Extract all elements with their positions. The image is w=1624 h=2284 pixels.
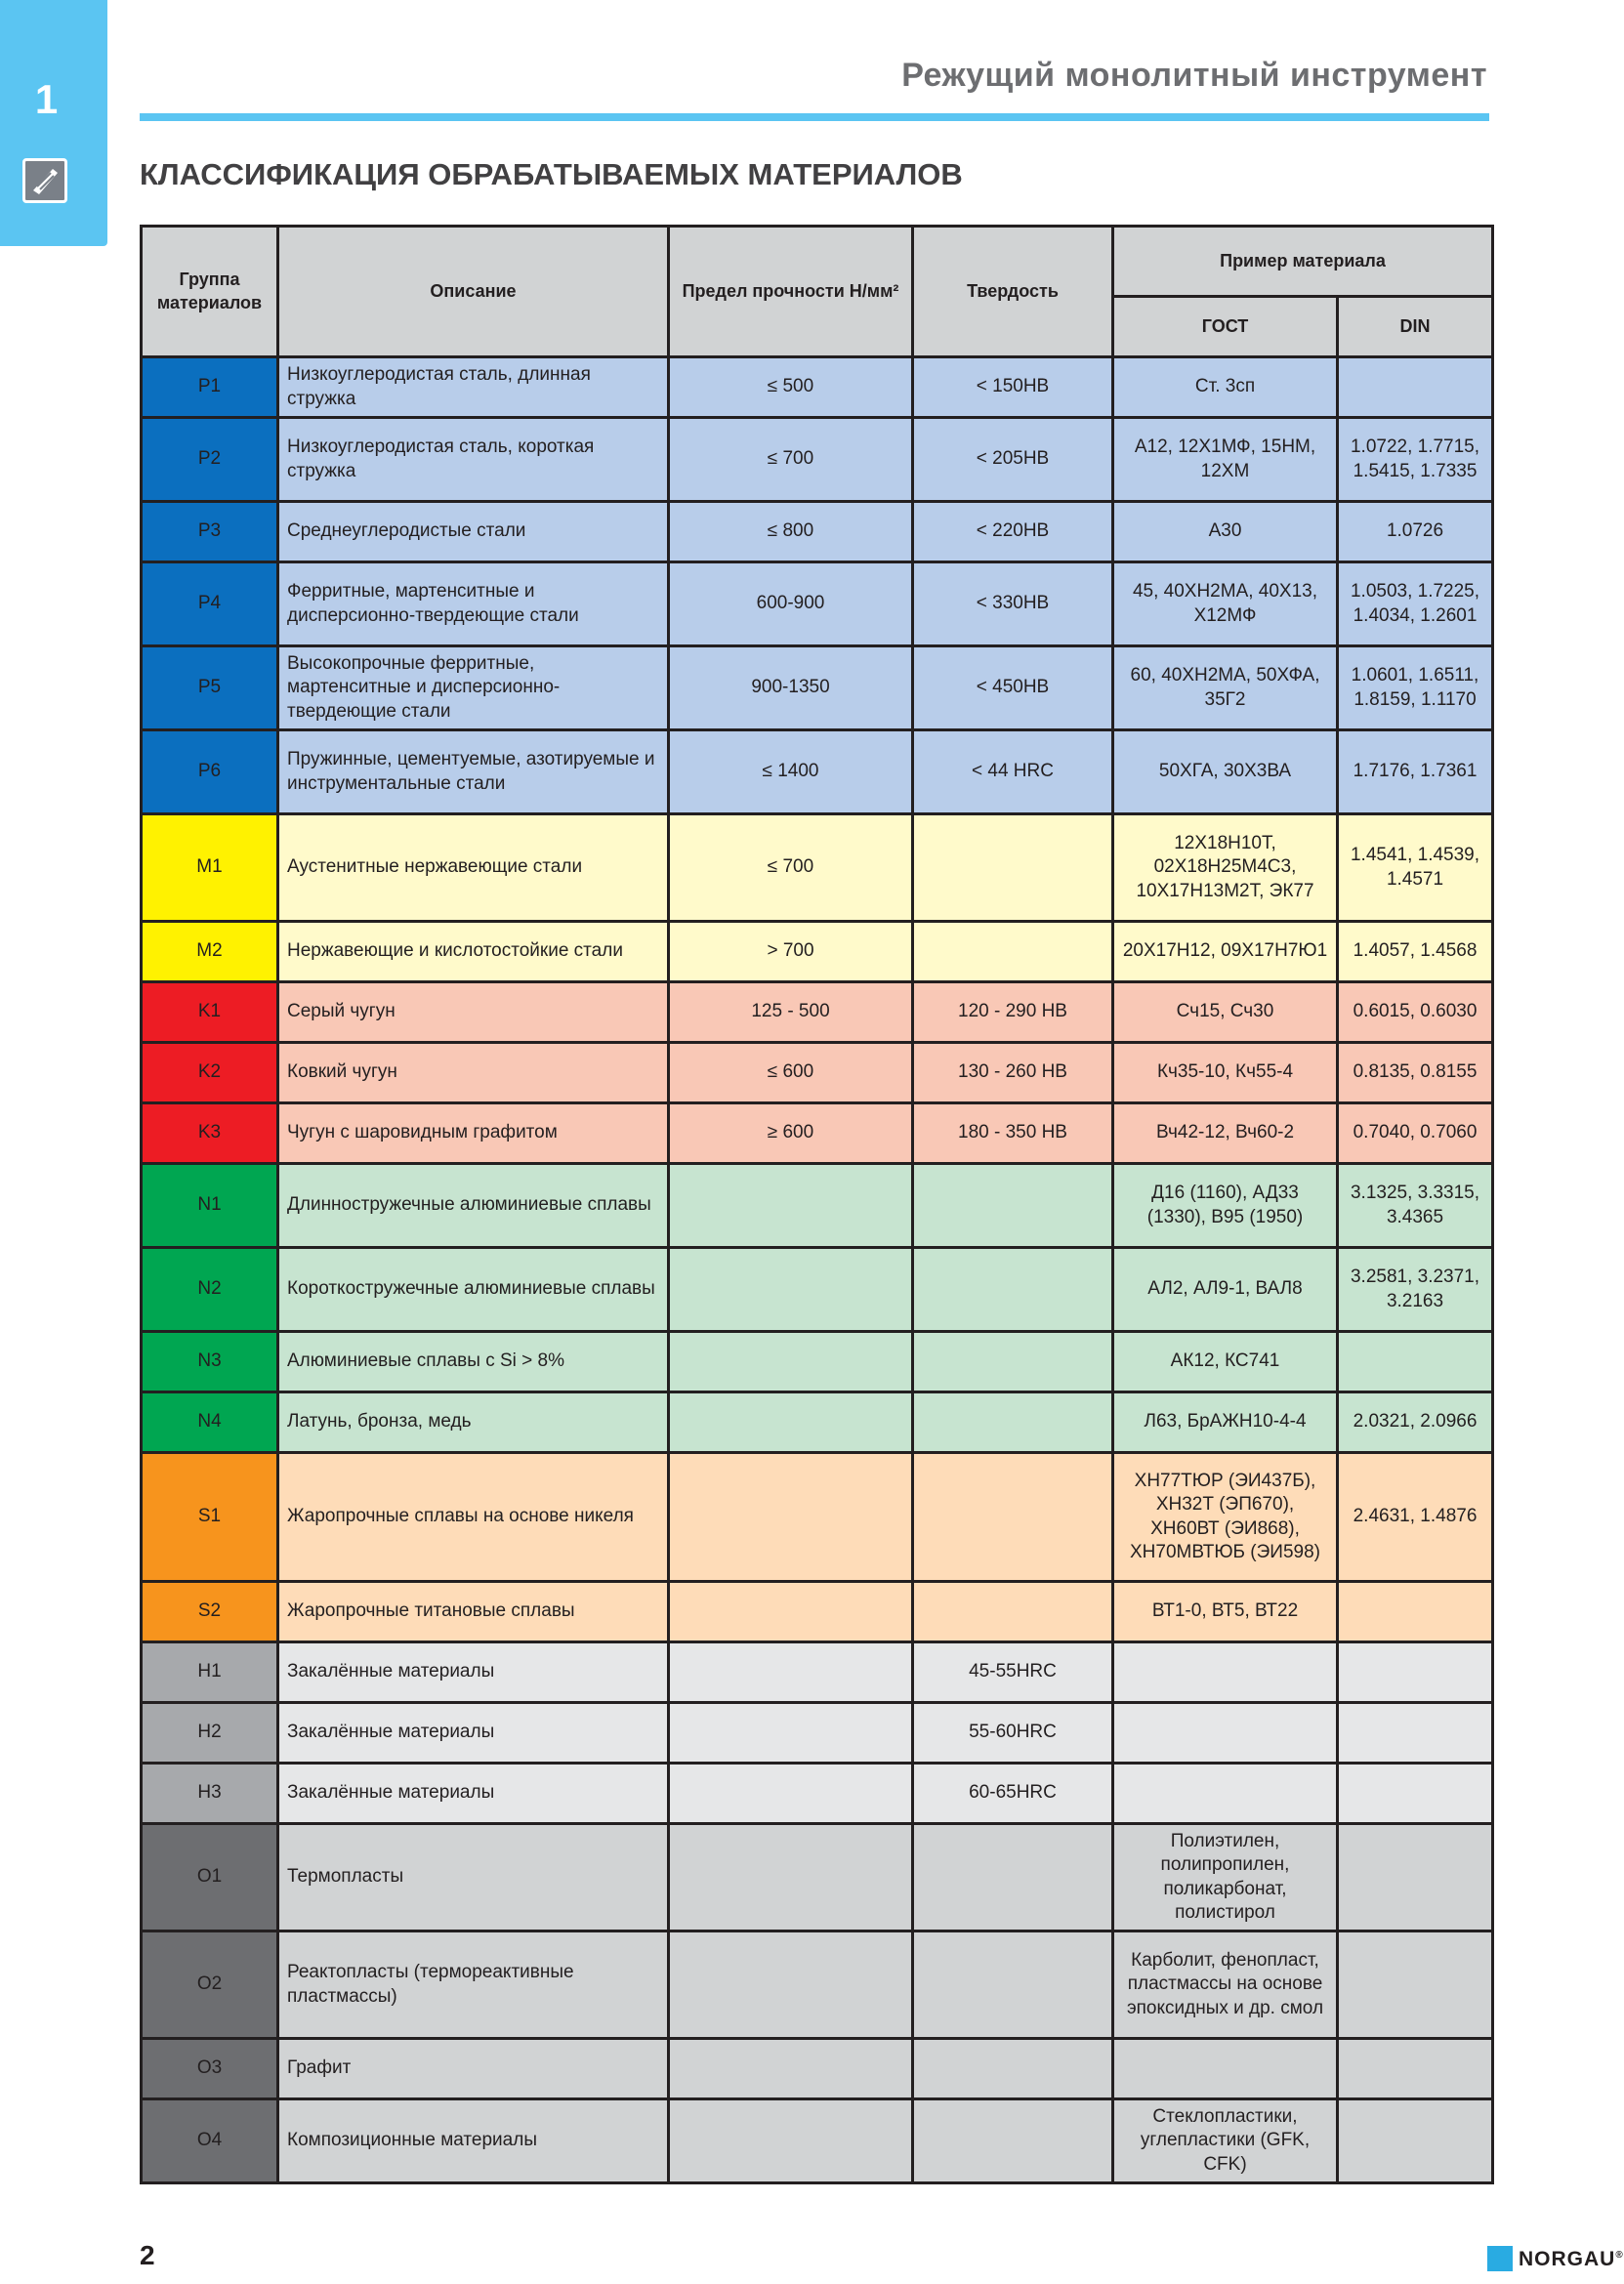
cell-description: Композиционные материалы: [278, 2099, 669, 2183]
cell-group: S2: [142, 1582, 278, 1642]
table-row: [142, 1043, 1493, 1103]
cell-group: M1: [142, 814, 278, 922]
table-row: [142, 418, 1493, 502]
cell-din: 0.7040, 0.7060: [1338, 1103, 1493, 1164]
table-row: [142, 1103, 1493, 1164]
cell-din: 1.7176, 1.7361: [1338, 730, 1493, 814]
cell-din: 1.4541, 1.4539, 1.4571: [1338, 814, 1493, 922]
table-row: [142, 1642, 1493, 1703]
cell-hardness: [913, 1392, 1113, 1453]
cell-hardness: < 330HB: [913, 562, 1113, 646]
cell-din: 1.0601, 1.6511, 1.8159, 1.1170: [1338, 646, 1493, 730]
cell-hardness: [913, 1824, 1113, 1931]
cell-strength: [669, 1642, 913, 1703]
cell-gost: ХН77ТЮР (ЭИ437Б), ХН32Т (ЭП670), ХН60ВТ (ЭИ868), ХН70МВТЮБ (ЭИ598): [1113, 1453, 1338, 1582]
cell-hardness: 130 - 260 HB: [913, 1043, 1113, 1103]
cell-hardness: 180 - 350 HB: [913, 1103, 1113, 1164]
table-row: [142, 1164, 1493, 1248]
cell-group: P1: [142, 357, 278, 418]
table-row: [142, 730, 1493, 814]
cell-strength: [669, 1764, 913, 1824]
cell-din: [1338, 2099, 1493, 2183]
table-row: [142, 357, 1493, 418]
cell-group: H1: [142, 1642, 278, 1703]
brand-mark: ®: [1615, 2250, 1624, 2261]
cell-strength: [669, 1248, 913, 1332]
table-row: [142, 1703, 1493, 1764]
cell-din: 2.4631, 1.4876: [1338, 1453, 1493, 1582]
cell-hardness: < 205HB: [913, 418, 1113, 502]
cell-gost: [1113, 1703, 1338, 1764]
cell-strength: [669, 2039, 913, 2099]
table-row: [142, 814, 1493, 922]
cell-description: Аустенитные нержавеющие стали: [278, 814, 669, 922]
cell-gost: Ст. 3сп: [1113, 357, 1338, 418]
cell-gost: А30: [1113, 502, 1338, 562]
cell-gost: Л63, БрАЖН10-4-4: [1113, 1392, 1338, 1453]
cell-din: [1338, 2039, 1493, 2099]
brand-square-icon: [1487, 2246, 1513, 2271]
cutting-tool-icon: [22, 158, 67, 203]
cell-hardness: [913, 1248, 1113, 1332]
cell-strength: ≥ 600: [669, 1103, 913, 1164]
cell-group: P5: [142, 646, 278, 730]
table-row: [142, 1824, 1493, 1931]
page-title: КЛАССИФИКАЦИЯ ОБРАБАТЫВАЕМЫХ МАТЕРИАЛОВ: [140, 156, 963, 191]
page-number: 2: [140, 2240, 155, 2270]
cell-description: Жаропрочные сплавы на основе никеля: [278, 1453, 669, 1582]
cell-gost: Кч35-10, Кч55-4: [1113, 1043, 1338, 1103]
cell-group: H2: [142, 1703, 278, 1764]
cell-din: 1.4057, 1.4568: [1338, 922, 1493, 982]
materials-table-body: [142, 357, 1493, 2183]
header-hardness: Твердость: [913, 227, 1113, 357]
cell-description: Чугун с шаровидным графитом: [278, 1103, 669, 1164]
table-row: [142, 502, 1493, 562]
cell-group: N2: [142, 1248, 278, 1332]
cell-din: [1338, 1332, 1493, 1392]
cell-hardness: 45-55HRC: [913, 1642, 1113, 1703]
cell-strength: ≤ 600: [669, 1043, 913, 1103]
table-row: [142, 1332, 1493, 1392]
cell-din: 1.0503, 1.7225, 1.4034, 1.2601: [1338, 562, 1493, 646]
table-row: [142, 2039, 1493, 2099]
cell-gost: АК12, КС741: [1113, 1332, 1338, 1392]
cell-group: K2: [142, 1043, 278, 1103]
cell-hardness: [913, 2099, 1113, 2183]
cell-description: Латунь, бронза, медь: [278, 1392, 669, 1453]
cell-gost: Вч42-12, Вч60-2: [1113, 1103, 1338, 1164]
table-row: [142, 2099, 1493, 2183]
cell-description: Термопласты: [278, 1824, 669, 1931]
table-row: [142, 1931, 1493, 2039]
cell-group: O1: [142, 1824, 278, 1931]
cell-strength: ≤ 700: [669, 418, 913, 502]
cell-strength: ≤ 800: [669, 502, 913, 562]
cell-description: Жаропрочные титановые сплавы: [278, 1582, 669, 1642]
header-strength: Предел прочности Н/мм²: [669, 227, 913, 357]
cell-din: [1338, 1764, 1493, 1824]
cell-hardness: [913, 814, 1113, 922]
cell-description: Закалённые материалы: [278, 1764, 669, 1824]
cell-description: Низкоуглеродистая сталь, длинная стружка: [278, 357, 669, 418]
cell-description: Высокопрочные ферритные, мартенситные и дисперсионно-твердеющие стали: [278, 646, 669, 730]
cell-strength: ≤ 500: [669, 357, 913, 418]
cell-gost: ВТ1-0, ВТ5, ВТ22: [1113, 1582, 1338, 1642]
cell-group: K3: [142, 1103, 278, 1164]
chapter-number: 1: [34, 76, 59, 122]
cell-gost: 45, 40ХН2МА, 40Х13, Х12МФ: [1113, 562, 1338, 646]
cell-gost: [1113, 2039, 1338, 2099]
cell-group: P2: [142, 418, 278, 502]
cell-hardness: [913, 1931, 1113, 2039]
cell-gost: Сч15, Сч30: [1113, 982, 1338, 1043]
table-row: [142, 1392, 1493, 1453]
cell-description: Низкоуглеродистая сталь, короткая стружка: [278, 418, 669, 502]
materials-table: [140, 225, 1494, 2184]
cell-din: 0.6015, 0.6030: [1338, 982, 1493, 1043]
table-row: [142, 646, 1493, 730]
cell-gost: 50ХГА, 30Х3ВА: [1113, 730, 1338, 814]
header-divider: [140, 113, 1489, 121]
table-row: [142, 1764, 1493, 1824]
header-group: Группа материалов: [142, 227, 278, 357]
cell-din: [1338, 1703, 1493, 1764]
cell-gost: Стеклопластики, углепластики (GFK, CFK): [1113, 2099, 1338, 2183]
cell-strength: 600-900: [669, 562, 913, 646]
cell-gost: Д16 (1160), АД33 (1330), В95 (1950): [1113, 1164, 1338, 1248]
cell-description: Закалённые материалы: [278, 1703, 669, 1764]
cell-gost: А12, 12Х1МФ, 15НМ, 12ХМ: [1113, 418, 1338, 502]
cell-din: 2.0321, 2.0966: [1338, 1392, 1493, 1453]
cell-description: Графит: [278, 2039, 669, 2099]
cell-din: [1338, 1642, 1493, 1703]
cell-gost: [1113, 1764, 1338, 1824]
cell-strength: [669, 1824, 913, 1931]
header-example: Пример материала: [1113, 227, 1493, 297]
cell-hardness: < 220HB: [913, 502, 1113, 562]
table-row: [142, 1453, 1493, 1582]
cell-hardness: < 450HB: [913, 646, 1113, 730]
cell-strength: [669, 2099, 913, 2183]
table-row: [142, 1248, 1493, 1332]
cell-strength: [669, 1332, 913, 1392]
cell-strength: [669, 1453, 913, 1582]
cell-description: Нержавеющие и кислотостойкие стали: [278, 922, 669, 982]
cell-description: Среднеуглеродистые стали: [278, 502, 669, 562]
cell-hardness: 55-60HRC: [913, 1703, 1113, 1764]
cell-group: S1: [142, 1453, 278, 1582]
cell-gost: [1113, 1642, 1338, 1703]
cell-group: O2: [142, 1931, 278, 2039]
cell-din: [1338, 1824, 1493, 1931]
cell-strength: ≤ 700: [669, 814, 913, 922]
cell-strength: [669, 1392, 913, 1453]
header-din: DIN: [1338, 297, 1493, 357]
cell-description: Пружинные, цементуемые, азотируемые и инструментальные стали: [278, 730, 669, 814]
cell-hardness: 60-65HRC: [913, 1764, 1113, 1824]
cell-hardness: [913, 2039, 1113, 2099]
cell-din: 3.1325, 3.3315, 3.4365: [1338, 1164, 1493, 1248]
cell-gost: 12Х18Н10Т, 02Х18Н25М4С3, 10Х17Н13М2Т, ЭК77: [1113, 814, 1338, 922]
cell-gost: Карболит, фенопласт, пластмассы на основе эпоксидных и др. смол: [1113, 1931, 1338, 2039]
cell-hardness: [913, 1332, 1113, 1392]
header-gost: ГОСТ: [1113, 297, 1338, 357]
cell-hardness: [913, 922, 1113, 982]
cell-hardness: [913, 1582, 1113, 1642]
cell-group: K1: [142, 982, 278, 1043]
cell-description: Короткостружечные алюминиевые сплавы: [278, 1248, 669, 1332]
cell-gost: Полиэтилен, полипропилен, поликарбонат, полистирол: [1113, 1824, 1338, 1931]
cell-din: [1338, 1931, 1493, 2039]
cell-din: 0.8135, 0.8155: [1338, 1043, 1493, 1103]
cell-hardness: [913, 1164, 1113, 1248]
cell-description: Ковкий чугун: [278, 1043, 669, 1103]
table-row: [142, 982, 1493, 1043]
cell-hardness: [913, 1453, 1113, 1582]
cell-group: P6: [142, 730, 278, 814]
header-description: Описание: [278, 227, 669, 357]
cell-group: P3: [142, 502, 278, 562]
cell-din: 1.0722, 1.7715, 1.5415, 1.7335: [1338, 418, 1493, 502]
chapter-tab: [0, 0, 107, 246]
table-row: [142, 922, 1493, 982]
cell-strength: [669, 1703, 913, 1764]
cell-description: Длинностружечные алюминиевые сплавы: [278, 1164, 669, 1248]
cell-description: Реактопласты (термореактивные пластмассы): [278, 1931, 669, 2039]
section-title: Режущий монолитный инструмент: [901, 57, 1487, 94]
cell-strength: [669, 1164, 913, 1248]
cell-din: [1338, 1582, 1493, 1642]
cell-hardness: 120 - 290 HB: [913, 982, 1113, 1043]
cell-din: 1.0726: [1338, 502, 1493, 562]
table-row: [142, 1582, 1493, 1642]
cell-group: H3: [142, 1764, 278, 1824]
cell-description: Ферритные, мартенситные и дисперсионно-твердеющие стали: [278, 562, 669, 646]
cell-strength: ≤ 1400: [669, 730, 913, 814]
cell-description: Серый чугун: [278, 982, 669, 1043]
cell-hardness: < 150HB: [913, 357, 1113, 418]
cell-gost: 20Х17Н12, 09Х17Н7Ю1: [1113, 922, 1338, 982]
cell-group: N3: [142, 1332, 278, 1392]
cell-description: Алюминиевые сплавы с Si > 8%: [278, 1332, 669, 1392]
cell-group: M2: [142, 922, 278, 982]
table-row: [142, 562, 1493, 646]
cell-group: P4: [142, 562, 278, 646]
cell-group: O3: [142, 2039, 278, 2099]
cell-strength: [669, 1931, 913, 2039]
brand-name: NORGAU: [1519, 2248, 1616, 2270]
cell-gost: АЛ2, АЛ9-1, ВАЛ8: [1113, 1248, 1338, 1332]
cell-hardness: < 44 HRC: [913, 730, 1113, 814]
cell-group: N4: [142, 1392, 278, 1453]
cell-gost: 60, 40ХН2МА, 50ХФА, 35Г2: [1113, 646, 1338, 730]
cell-strength: > 700: [669, 922, 913, 982]
cell-description: Закалённые материалы: [278, 1642, 669, 1703]
cell-strength: 125 - 500: [669, 982, 913, 1043]
cell-group: N1: [142, 1164, 278, 1248]
cell-din: [1338, 357, 1493, 418]
cell-din: 3.2581, 3.2371, 3.2163: [1338, 1248, 1493, 1332]
cell-group: O4: [142, 2099, 278, 2183]
cell-strength: 900-1350: [669, 646, 913, 730]
cell-strength: [669, 1582, 913, 1642]
